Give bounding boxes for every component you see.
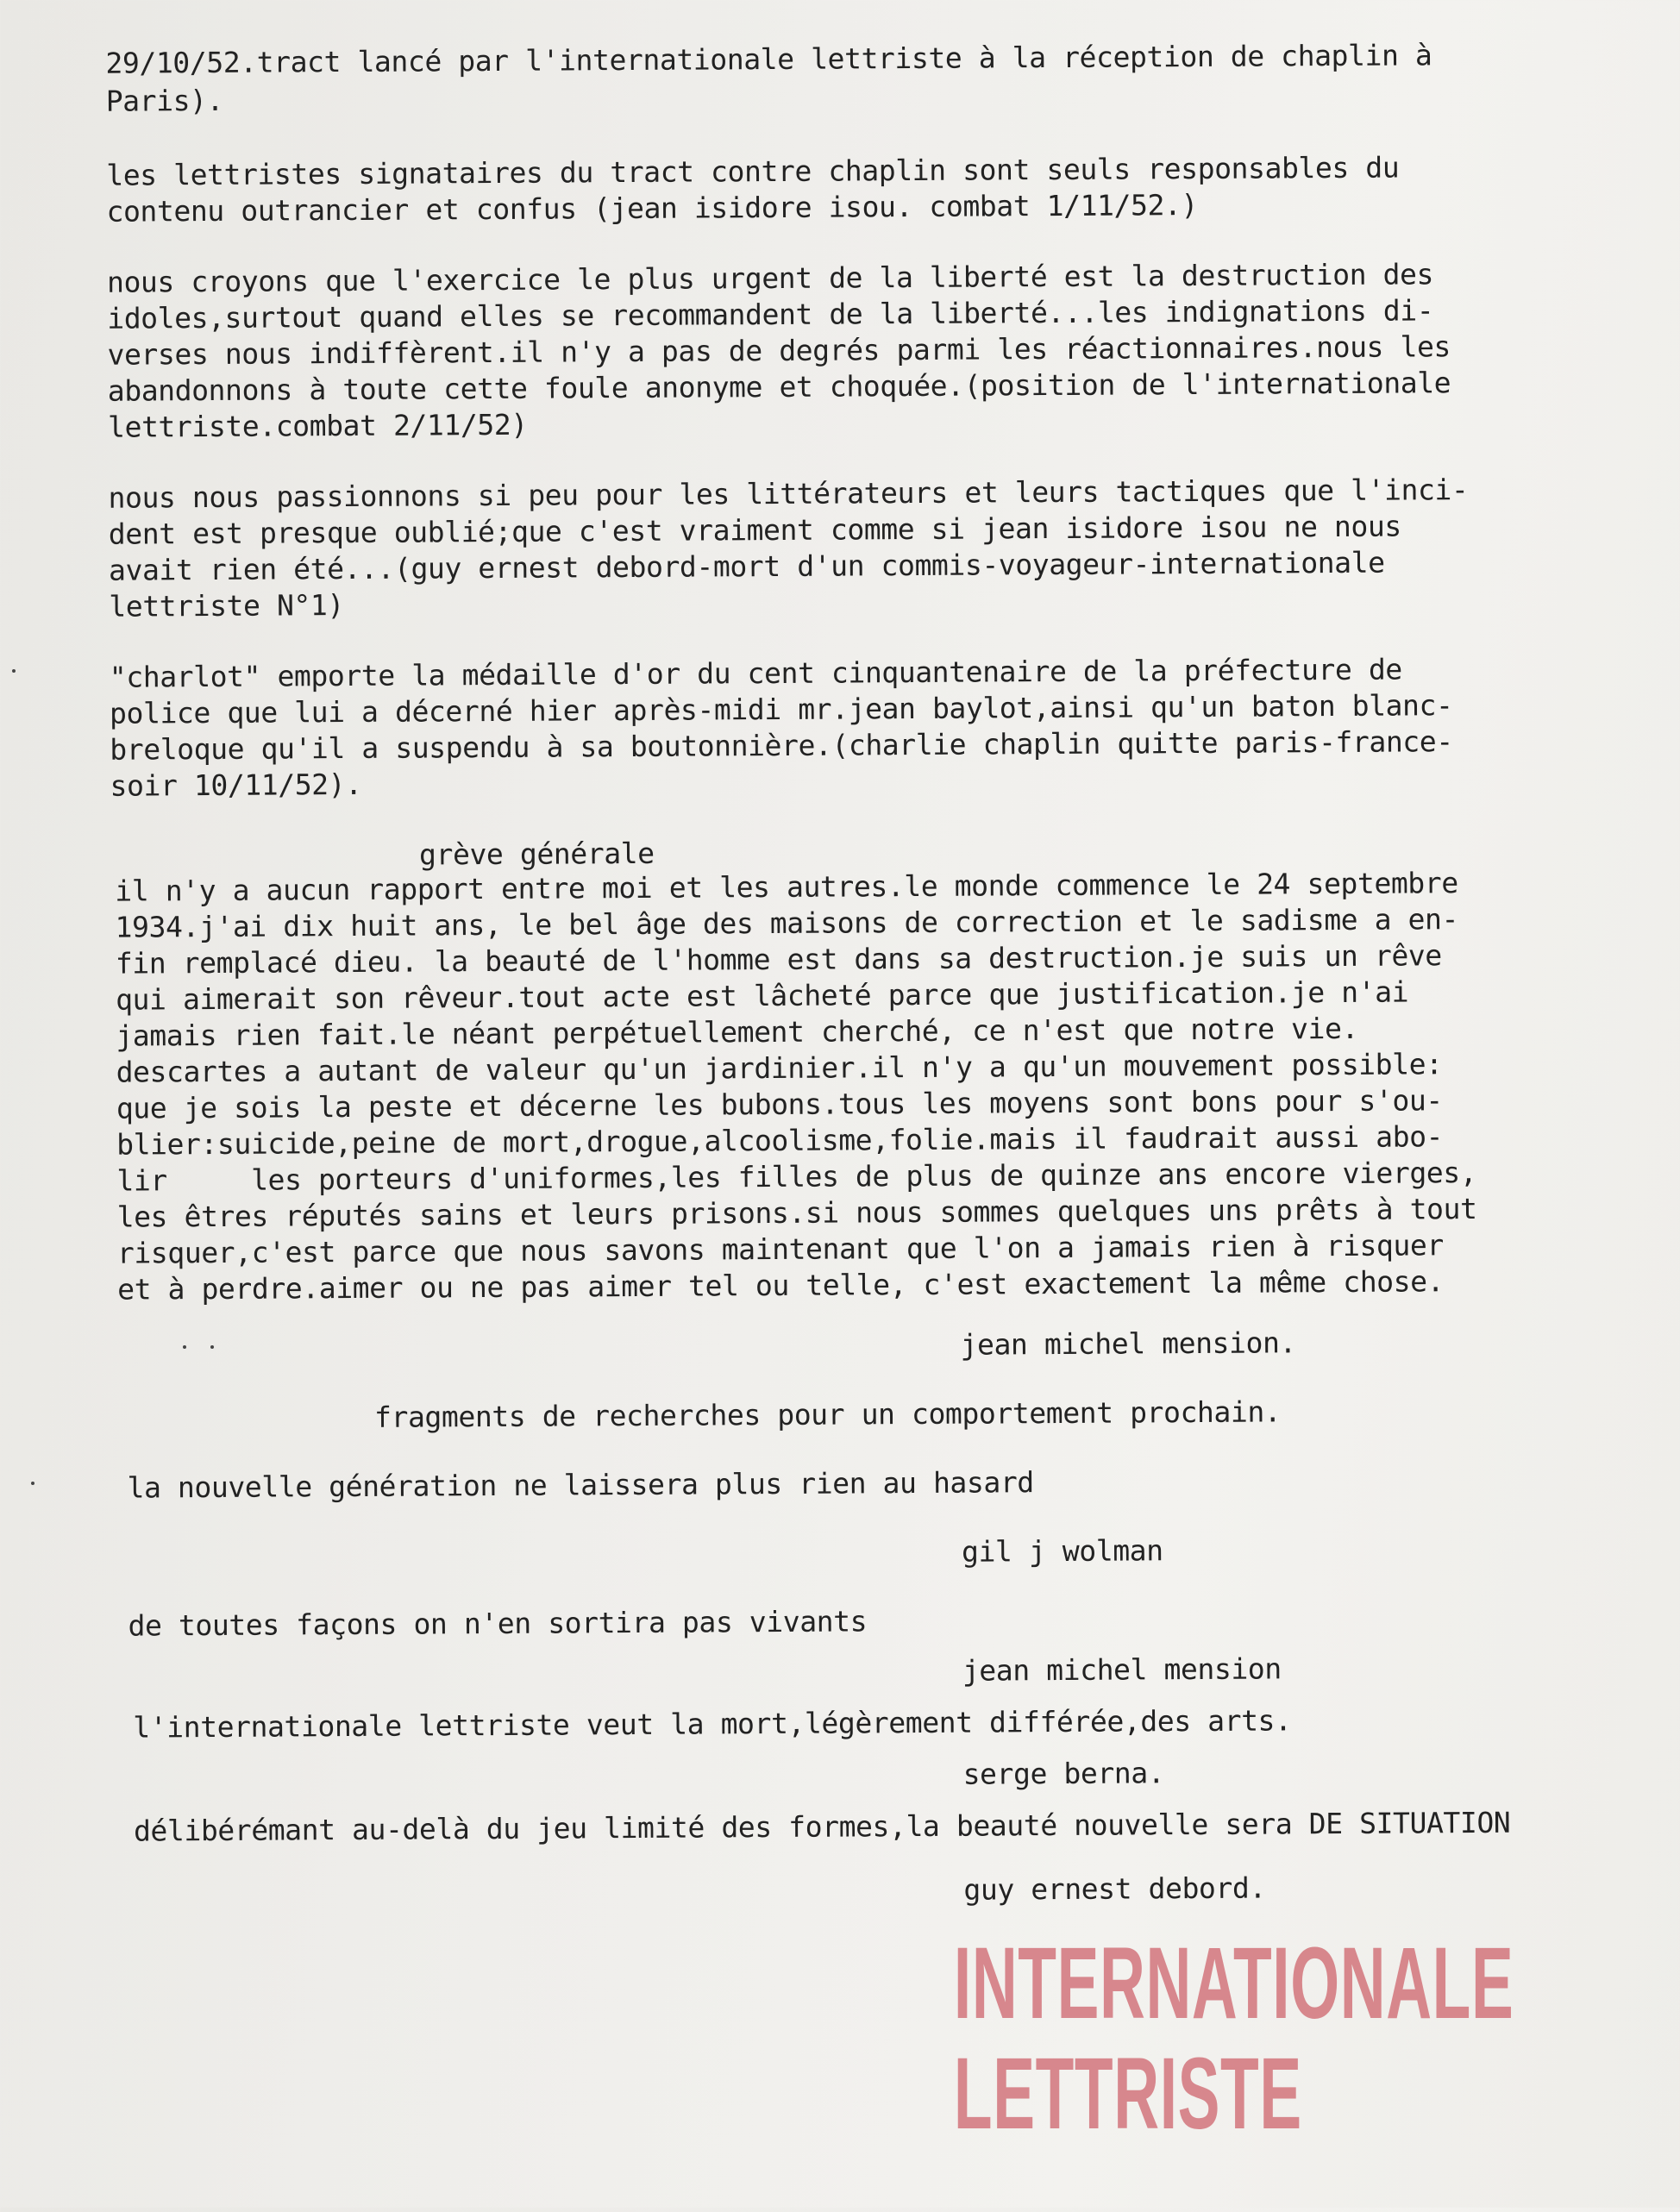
text-line: lettriste.combat 2/11/52) [107,407,528,444]
text-line: avait rien été...(guy ernest debord-mort d'un commis-voyageur-internationale [108,545,1385,587]
text-line: contenu outrancier et confus (jean isidore isou. combat 1/11/52.) [106,187,1199,229]
text-line: police que lui a décerné hier après-midi mr.jean baylot,ainsi qu'un baton blanc- [109,688,1453,730]
speck [12,669,16,673]
text-line: et à perdre.aimer ou ne pas aimer tel ou telle, c'est exactement la même chose. [117,1264,1445,1307]
text-line: Paris). [105,83,224,118]
text-line: "charlot" emporte la médaille d'or du cent cinquantenaire de la préfecture de [109,652,1402,694]
stamp-line: LETTRISTE [953,2037,1302,2151]
fragment-author: jean michel mension [962,1651,1282,1688]
fragment-author: guy ernest debord. [963,1870,1266,1907]
text-line: idoles,surtout quand elles se recommandent de la liberté...les indignations di- [107,293,1434,335]
fragment-text: délibérémant au-delà du jeu limité des formes,la beauté nouvelle sera DE SITUATION [133,1805,1511,1848]
text-line: qui aimerait son rêveur.tout acte est lâcheté parce que justification.je n'ai [116,974,1409,1017]
text-line: abandonnons à toute cette foule anonyme et choquée.(position de l'internationale [107,366,1451,408]
text-line: blier:suicide,peine de mort,drogue,alcoolisme,folie.mais il faudrait aussi abo- [116,1119,1444,1162]
text-line: verses nous indiffèrent.il n'y a pas de degrés parmi les réactionnaires.nous les [107,329,1451,372]
text-line: fin remplacé dieu. la beauté de l'homme est dans sa destruction.je suis un rêve [115,938,1442,981]
text-line: 29/10/52.tract lancé par l'internationale lettriste à la réception de chaplin à [105,38,1432,80]
text-line: dent est presque oublié;que c'est vraiment comme si jean isidore isou ne nous [108,509,1401,551]
text-line: les lettristes signataires du tract contre chaplin sont seuls responsables du [106,150,1400,192]
speck [31,1482,34,1485]
text-line: que je sois la peste et décerne les bubons.tous les moyens sont bons pour s'ou- [116,1083,1443,1125]
section-title: grève générale [418,836,655,872]
speck [183,1345,186,1349]
fragment-text: l'internationale lettriste veut la mort,légèrement différée,des arts. [133,1703,1292,1745]
section-title: fragments de recherches pour un comportement prochain. [373,1394,1282,1434]
text-line: nous croyons que l'exercice le plus urgent de la liberté est la destruction des [106,257,1434,299]
fragment-text: la nouvelle génération ne laissera plus rien au hasard [127,1465,1034,1505]
text-line: lettriste N°1) [109,588,345,623]
fragment-text: de toutes façons on n'en sortira pas vivants [128,1604,868,1643]
text-line: nous nous passionnons si peu pour les littérateurs et leurs tactiques que l'inci- [108,473,1469,515]
text-line: risquer,c'est parce que nous savons maintenant que l'on a jamais rien à risquer [116,1228,1444,1270]
text-line: jamais rien fait.le néant perpétuellement cherché, ce n'est que notre vie. [116,1011,1359,1053]
fragment-author: serge berna. [962,1756,1165,1791]
speck [210,1345,214,1349]
signature: jean michel mension. [960,1325,1297,1362]
text-line: breloque qu'il a suspendu à sa boutonnière.(charlie chaplin quitte paris-france- [110,724,1453,767]
text-line: 1934.j'ai dix huit ans, le bel âge des maisons de correction et le sadisme a en- [115,902,1459,944]
text-line: il n'y a aucun rapport entre moi et les autres.le monde commence le 24 septembre [115,866,1458,908]
stamp-line: INTERNATIONALE [953,1927,1514,2040]
text-line: soir 10/11/52). [110,767,362,803]
text-line: descartes a autant de valeur qu'un jardinier.il n'y a qu'un mouvement possible: [116,1047,1443,1089]
text-line: les êtres réputés sains et leurs prisons.si nous sommes quelques uns prêts à tout [116,1192,1477,1234]
fragment-author: gil j wolman [961,1533,1163,1569]
text-line: lir les porteurs d'uniformes,les filles de plus de quinze ans encore vierges, [116,1156,1477,1198]
stamp [854,1927,1514,2156]
